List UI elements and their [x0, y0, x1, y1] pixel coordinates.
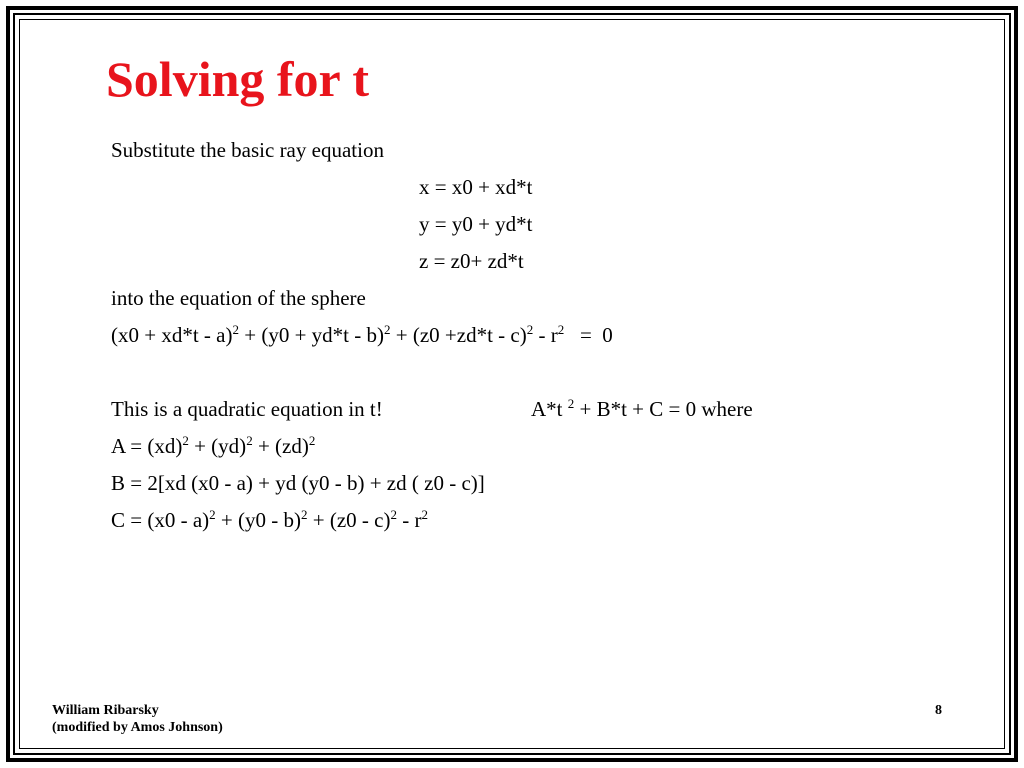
- ray-equation-y: y = y0 + yd*t: [419, 212, 533, 236]
- footer-modified: (modified by Amos Johnson): [52, 720, 223, 735]
- footer-author: William Ribarsky: [52, 703, 159, 718]
- coefficient-b: B = 2[xd (x0 - a) + yd (y0 - b) + zd ( z0 - c)]: [111, 471, 485, 495]
- into-sphere-text: into the equation of the sphere: [111, 286, 366, 310]
- slide-title: Solving for t: [106, 51, 369, 107]
- quadratic-statement: This is a quadratic equation in t!: [111, 397, 383, 421]
- ray-equation-x: x = x0 + xd*t: [419, 175, 533, 199]
- coefficient-c: $C = (x0 - a)^2 + (y0 - b)^2 + (z0 - c)^2 - r^2$: [111, 507, 428, 532]
- slide-inner-border: [19, 19, 1005, 749]
- sphere-equation: $(x0 + xd*t - a)^2 + (y0 + yd*t - b)^2 + (z0 +zd*t - c)^2 - r^2 = 0$: [111, 322, 613, 347]
- coefficient-a: A = (xd)$^2$ + (yd)$^2$ + (zd)$^2$: [111, 433, 316, 458]
- page-number: 8: [935, 703, 942, 718]
- ray-equation-z: z = z0+ zd*t: [419, 249, 524, 273]
- quadratic-equation: A*t $^2$ + B*t + C = 0 where: [531, 396, 753, 421]
- intro-text: Substitute the basic ray equation: [111, 138, 384, 162]
